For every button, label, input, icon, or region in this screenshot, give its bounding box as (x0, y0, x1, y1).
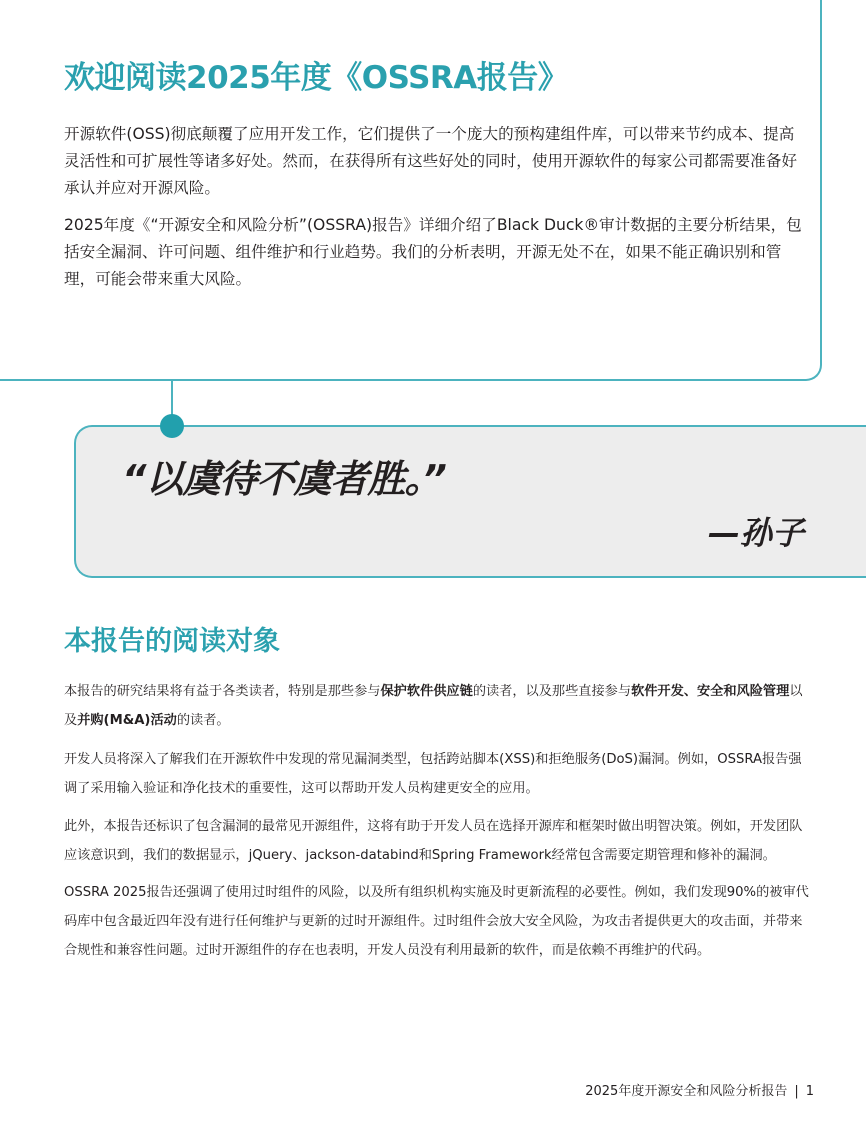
page-number: 1 (805, 1084, 814, 1099)
bold-supply-chain: 保护软件供应链 (380, 684, 473, 699)
audience-paragraph-1 (64, 677, 809, 735)
quote-text: “以虞待不虞者胜。” (122, 457, 446, 501)
audience-paragraph-2: 开发人员将深入了解我们在开源软件中发现的常见漏洞类型，包括跨站脚本(XSS)和拒绝服务(DoS)漏洞。例如，OSSRA报告强调了采用输入验证和净化技术的重要性，这可以帮助开发人员构建更安全的应用。 (64, 752, 802, 796)
text-span: 本报告的研究结果将有益于各类读者，特别是那些参与 (64, 684, 381, 699)
text-span: 的读者。 (176, 713, 230, 728)
bold-mna: 并购(M&A)活动 (77, 713, 177, 728)
audience-paragraph-3: 此外，本报告还标识了包含漏洞的最常见开源组件，这将有助于开发人员在选择开源库和框架时做出明智决策。例如，开发团队应该意识到，我们的数据显示，jQuery、jackson-databind和Spring Framework经常包含需要定期管理和修补的漏洞。 (64, 819, 803, 863)
footer-report-name: 2025年度开源安全和风险分析报告 (585, 1084, 788, 1099)
audience-paragraph-4: OSSRA 2025报告还强调了使用过时组件的风险，以及所有组织机构实施及时更新流程的必要性。例如，我们发现90%的被审代码库中包含最近四年没有进行任何维护与更新的过时开源组件。过时组件会放大安全风险，为攻击者提供更大的攻击面，并带来合规性和兼容性问题。过时开源组件的存在也表明，开发人员没有利用最新的软件，而是依赖不再维护的代码。 (64, 885, 809, 958)
bold-dev-security-risk: 软件开发、安全和风险管理 (631, 684, 790, 699)
text-span: 以及 (64, 684, 803, 728)
page-footer (585, 1082, 814, 1102)
quote-box (74, 425, 866, 578)
intro-paragraph-2: 2025年度《“开源安全和风险分析”(OSSRA)报告》详细介绍了Black Duck®审计数据的主要分析结果，包括安全漏洞、许可问题、组件维护和行业趋势。我们的分析表明，开源无处不在，如果不能正确识别和管理，可能会带来重大风险。 (64, 216, 802, 288)
footer-separator: | (794, 1084, 799, 1099)
connector-dot-icon (160, 414, 184, 438)
intro-paragraph-1: 开源软件(OSS)彻底颠覆了应用开发工作，它们提供了一个庞大的预构建组件库，可以带来节约成本、提高灵活性和可扩展性等诸多好处。然而，在获得所有这些好处的同时，使用开源软件的每家公司都需要准备好承认并应对开源风险。 (64, 125, 797, 197)
page-title: 欢迎阅读2025年度《OSSRA报告》 (64, 60, 569, 96)
text-span: 的读者，以及那些直接参与 (472, 684, 632, 699)
quote-author: —孙子 (707, 514, 804, 552)
section-title-audience: 本报告的阅读对象 (64, 626, 280, 657)
